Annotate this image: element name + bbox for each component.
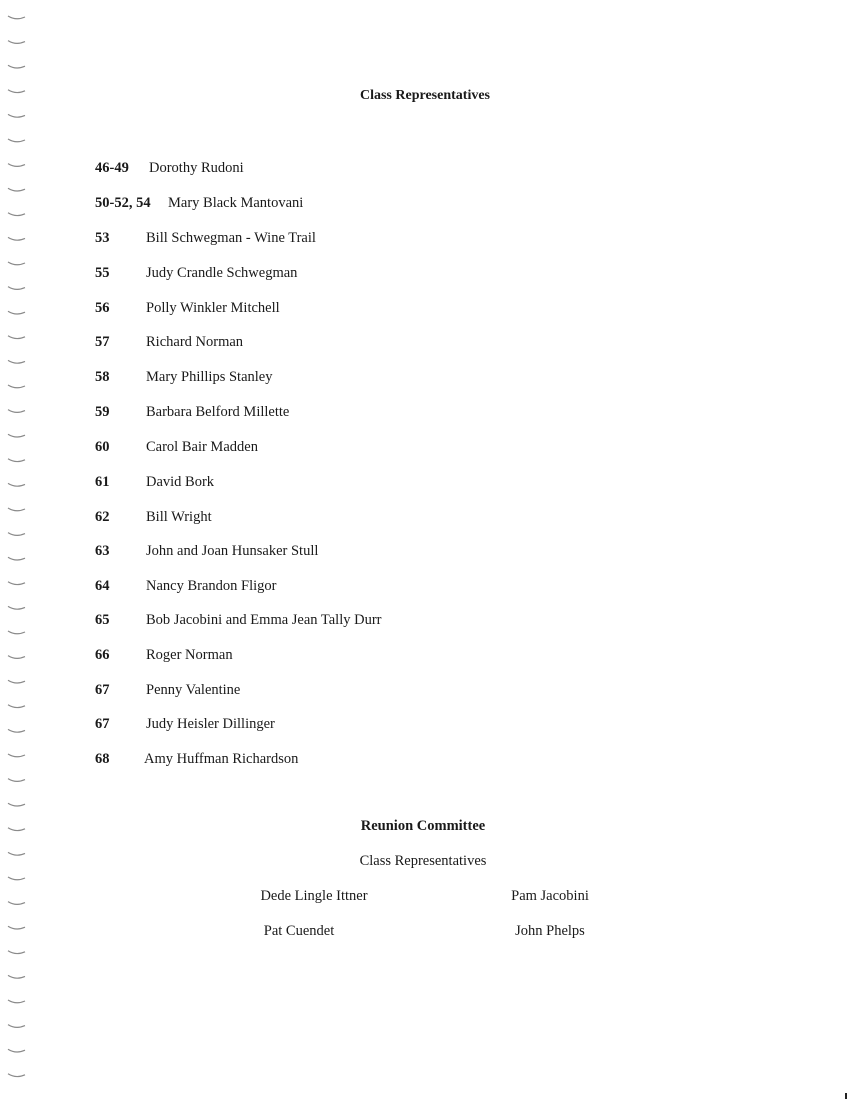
binding-hole-icon	[8, 65, 25, 68]
binding-hole-icon	[8, 410, 25, 413]
binding-hole-icon	[8, 902, 25, 905]
binding-hole-icon	[8, 311, 25, 314]
rep-year: 65	[95, 612, 110, 628]
rep-year: 55	[95, 265, 110, 281]
binding-hole-icon	[8, 803, 25, 806]
binding-hole-icon	[8, 213, 25, 216]
rep-name: Carol Bair Madden	[146, 439, 258, 455]
rep-name: Roger Norman	[146, 647, 233, 663]
rep-year: 61	[95, 474, 110, 490]
rep-year: 59	[95, 404, 110, 420]
rep-year: 57	[95, 334, 110, 350]
rep-name: Polly Winkler Mitchell	[146, 300, 280, 316]
rep-year: 62	[95, 509, 110, 525]
rep-name: Mary Black Mantovani	[168, 195, 304, 211]
binding-hole-icon	[8, 926, 25, 929]
binding-hole-icon	[8, 188, 25, 191]
binding-hole-icon	[8, 582, 25, 585]
rep-year: 56	[95, 300, 110, 316]
rep-year: 67	[95, 682, 110, 698]
rep-year: 68	[95, 751, 110, 767]
binding-hole-icon	[8, 508, 25, 511]
binding-hole-icon	[8, 164, 25, 167]
binding-hole-icon	[8, 336, 25, 339]
binding-hole-icon	[8, 754, 25, 757]
committee-member: John Phelps	[515, 923, 585, 939]
binding-hole-icon	[8, 877, 25, 880]
scan-speck	[845, 1093, 847, 1099]
committee-member: Dede Lingle Ittner	[260, 888, 368, 904]
rep-name: Richard Norman	[146, 334, 244, 350]
rep-year: 58	[95, 369, 110, 385]
rep-name: Dorothy Rudoni	[149, 160, 244, 176]
rep-name: Judy Heisler Dillinger	[146, 716, 275, 732]
binding-hole-icon	[8, 434, 25, 437]
binding-hole-icon	[8, 41, 25, 44]
rep-name: Barbara Belford Millette	[146, 404, 290, 420]
binding-hole-icon	[8, 114, 25, 117]
rep-year: 63	[95, 543, 110, 559]
rep-year: 50-52, 54	[95, 195, 151, 211]
binding-hole-icon	[8, 533, 25, 536]
rep-name: David Bork	[146, 474, 215, 490]
binding-hole-icon	[8, 680, 25, 683]
rep-name: Penny Valentine	[146, 682, 241, 698]
binding-hole-icon	[8, 729, 25, 732]
page-title: Class Representatives	[359, 88, 490, 103]
binding-hole-icon	[8, 705, 25, 708]
committee-title: Reunion Committee	[360, 818, 486, 834]
binding-hole-icons	[0, 0, 40, 1099]
binding-hole-icon	[8, 951, 25, 954]
rep-name: Bill Schwegman - Wine Trail	[146, 230, 316, 246]
binding-hole-icon	[8, 287, 25, 290]
rep-year: 53	[95, 230, 110, 246]
binding-hole-icon	[8, 1074, 25, 1077]
binding-hole-icon	[8, 262, 25, 265]
rep-name: Nancy Brandon Fligor	[146, 578, 277, 594]
binding-hole-icon	[8, 606, 25, 609]
rep-name: Bill Wright	[146, 509, 212, 525]
binding-hole-icon	[8, 1049, 25, 1052]
binding-hole-icon	[8, 139, 25, 142]
binding-hole-icon	[8, 459, 25, 462]
binding-hole-icon	[8, 779, 25, 782]
rep-year: 67	[95, 716, 110, 732]
spiral-binding-marks	[0, 0, 40, 1099]
binding-hole-icon	[8, 1000, 25, 1003]
rep-year: 46-49	[95, 160, 129, 176]
binding-hole-icon	[8, 483, 25, 486]
rep-year: 60	[95, 439, 110, 455]
binding-hole-icon	[8, 656, 25, 659]
rep-year: 66	[95, 647, 110, 663]
rep-name: John and Joan Hunsaker Stull	[146, 543, 319, 559]
binding-hole-icon	[8, 237, 25, 240]
binding-hole-icon	[8, 360, 25, 363]
rep-name: Mary Phillips Stanley	[146, 369, 273, 385]
rep-name: Judy Crandle Schwegman	[146, 265, 298, 281]
binding-hole-icon	[8, 16, 25, 19]
binding-hole-icon	[8, 975, 25, 978]
rep-name: Bob Jacobini and Emma Jean Tally Durr	[146, 612, 382, 628]
binding-hole-icon	[8, 631, 25, 634]
binding-hole-icon	[8, 385, 25, 388]
committee-subtitle: Class Representatives	[359, 853, 487, 869]
rep-name: Amy Huffman Richardson	[144, 751, 299, 767]
binding-hole-icon	[8, 1025, 25, 1028]
rep-year: 64	[95, 578, 110, 594]
committee-member: Pam Jacobini	[511, 888, 589, 904]
binding-hole-icon	[8, 557, 25, 560]
committee-member: Pat Cuendet	[263, 923, 335, 939]
